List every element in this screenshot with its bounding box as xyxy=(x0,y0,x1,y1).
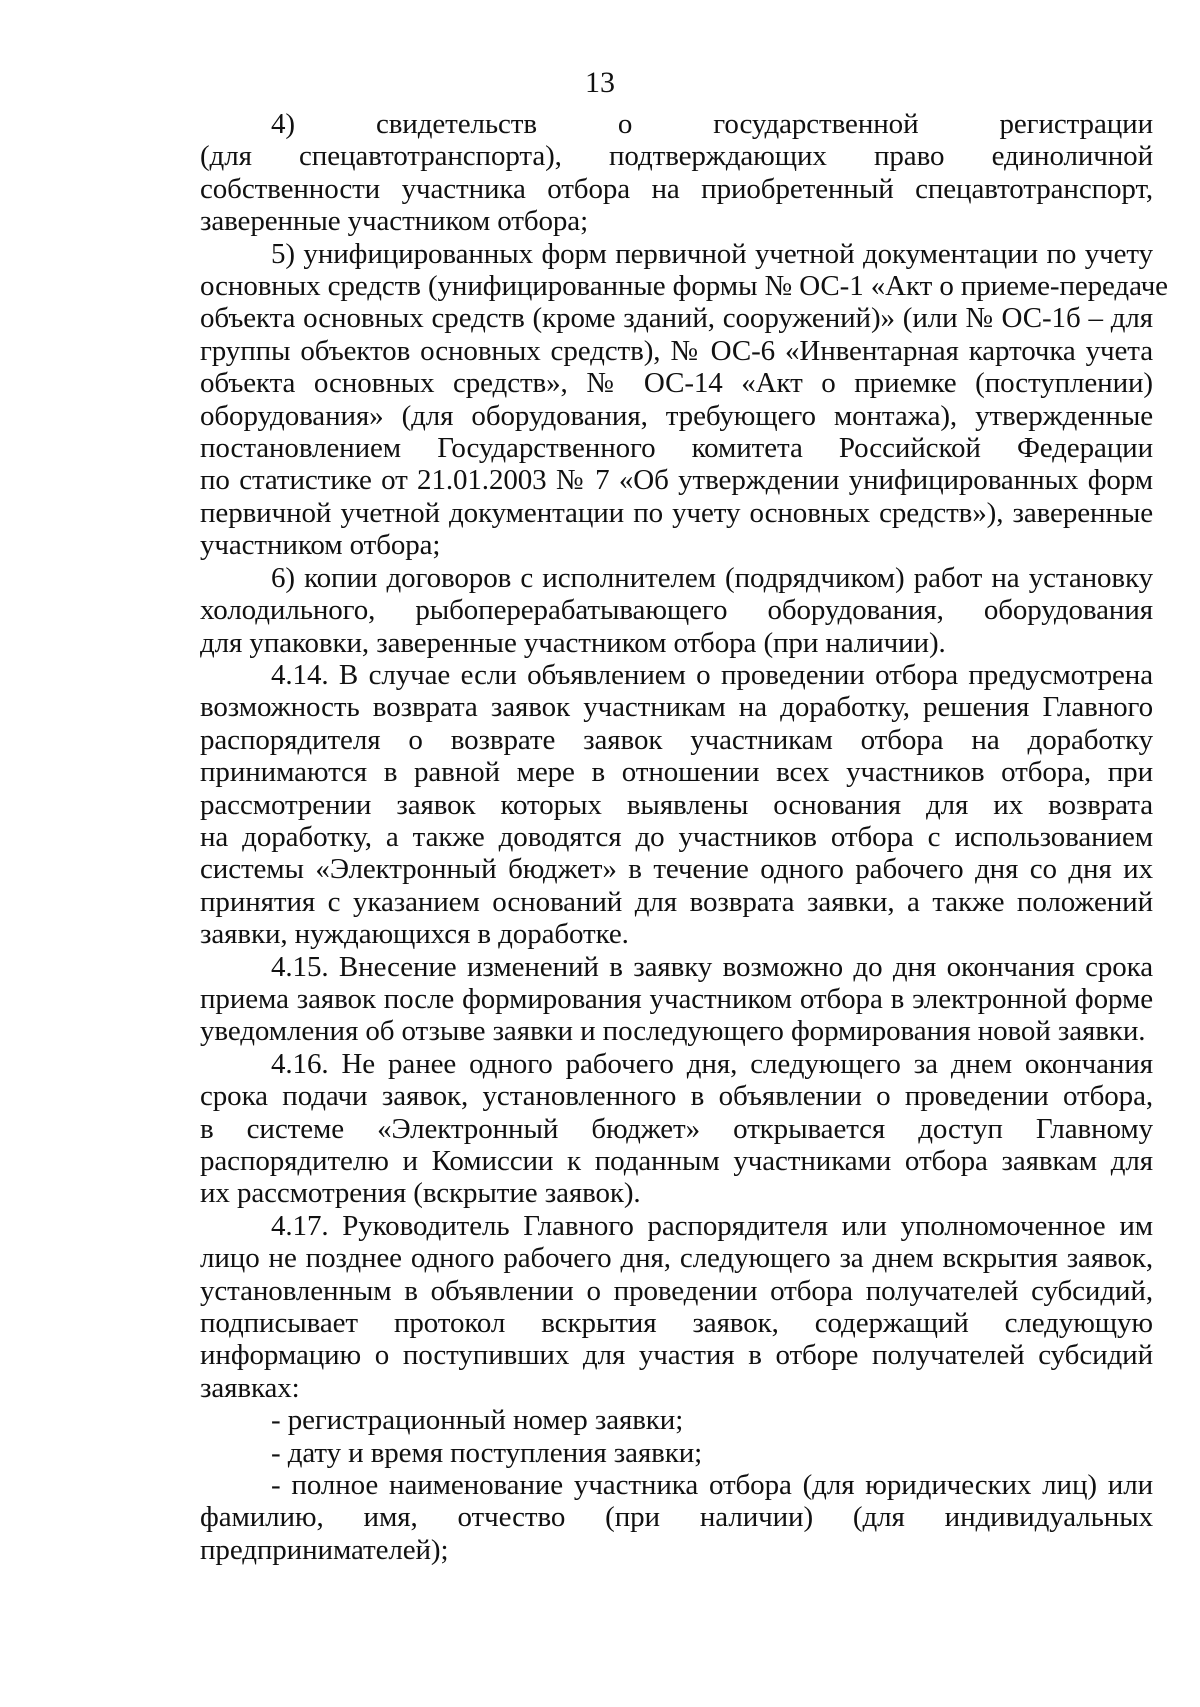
paragraph-p-item-3 xyxy=(200,1469,1153,1566)
text-line: - полное наименование участника отбора (для юридических лиц) или xyxy=(271,1469,1153,1502)
paragraph-p-4 xyxy=(200,108,1153,238)
text-line: - регистрационный номер заявки; xyxy=(271,1404,684,1437)
text-line: 4.16. Не ранее одного рабочего дня, следующего за днем окончания xyxy=(271,1047,1153,1080)
document-body xyxy=(200,108,1168,1566)
paragraph-p-item-2 xyxy=(200,1437,1153,1469)
text-line: принятия с указанием оснований для возврата заявки, а также положений xyxy=(200,885,1153,918)
paragraph-p-6 xyxy=(200,562,1153,659)
text-line: по статистике от 21.01.2003 № 7 «Об утверждении унифицированных форм xyxy=(200,464,1153,497)
page-number: 13 xyxy=(585,66,615,99)
text-line: 4.15. Внесение изменений в заявку возможно до дня окончания срока xyxy=(271,950,1153,983)
text-line: оборудования» (для оборудования, требующего монтажа), утвержденные xyxy=(200,399,1153,432)
text-line: 4.17. Руководитель Главного распорядителя или уполномоченное им xyxy=(271,1209,1153,1242)
text-line: объекта основных средств», № ОС-14 «Акт о приемке (поступлении) xyxy=(200,367,1153,400)
text-line: рассмотрении заявок которых выявлены основания для их возврата xyxy=(200,788,1153,821)
text-line: на доработку, а также доводятся до участников отбора с использованием xyxy=(200,820,1153,853)
text-line: уведомления об отзыве заявки и последующего формирования новой заявки. xyxy=(200,1015,1146,1048)
text-line: в системе «Электронный бюджет» открывается доступ Главному xyxy=(200,1112,1153,1145)
text-line: основных средств (унифицированные формы № ОС-1 «Акт о приеме-передаче xyxy=(200,270,1168,303)
text-line: предпринимателей); xyxy=(200,1533,449,1566)
text-line: распорядителю и Комиссии к поданным участниками отбора заявкам для xyxy=(200,1145,1153,1177)
text-line: заявки, нуждающихся в доработке. xyxy=(200,918,629,951)
text-line: принимаются в равной мере в отношении всех участников отбора, при xyxy=(200,756,1153,789)
paragraph-p-5 xyxy=(200,237,1168,562)
text-line: для упаковки, заверенные участником отбора (при наличии). xyxy=(200,626,946,659)
text-line: первичной учетной документации по учету основных средств»), заверенные xyxy=(200,496,1153,529)
text-line: (для спецавтотранспорта), подтверждающих право единоличной xyxy=(200,140,1153,173)
text-line: 4.14. В случае если объявлением о проведении отбора предусмотрена xyxy=(271,658,1153,691)
text-line: установленным в объявлении о проведении отбора получателей субсидий, xyxy=(200,1274,1153,1307)
text-line: 5) унифицированных форм первичной учетной документации по учету xyxy=(271,237,1153,270)
text-line: заявках: xyxy=(200,1371,300,1404)
paragraph-p-4-14 xyxy=(200,659,1153,951)
text-line: подписывает протокол вскрытия заявок, содержащий следующую xyxy=(200,1307,1153,1340)
text-line: 4) свидетельств о государственной регистрации xyxy=(271,108,1153,140)
text-line: фамилию, имя, отчество (при наличии) (для индивидуальных xyxy=(200,1501,1153,1534)
text-line: распорядителя о возврате заявок участникам отбора на доработку xyxy=(200,723,1153,756)
text-line: 6) копии договоров с исполнителем (подрядчиком) работ на установку xyxy=(271,561,1153,594)
text-line: - дату и время поступления заявки; xyxy=(271,1436,703,1469)
text-line: объекта основных средств (кроме зданий, сооружений)» (или № ОС-1б – для xyxy=(200,302,1153,335)
text-line: холодильного, рыбоперерабатывающего оборудования, оборудования xyxy=(200,594,1153,627)
text-line: группы объектов основных средств), № ОС-6 «Инвентарная карточка учета xyxy=(200,334,1153,367)
text-line: информацию о поступивших для участия в отборе получателей субсидий xyxy=(200,1339,1153,1372)
text-line: лицо не позднее одного рабочего дня, следующего за днем вскрытия заявок, xyxy=(200,1242,1153,1275)
text-line: их рассмотрения (вскрытие заявок). xyxy=(200,1177,641,1210)
text-line: собственности участника отбора на приобретенный спецавтотранспорт, xyxy=(200,172,1153,205)
paragraph-p-4-16 xyxy=(200,1048,1153,1210)
text-line: заверенные участником отбора; xyxy=(200,205,589,238)
text-line: постановлением Государственного комитета Российской Федерации xyxy=(200,432,1153,465)
text-line: участником отбора; xyxy=(200,529,441,562)
paragraph-p-4-15 xyxy=(200,951,1153,1048)
text-line: срока подачи заявок, установленного в объявлении о проведении отбора, xyxy=(200,1080,1153,1113)
text-line: системы «Электронный бюджет» в течение одного рабочего дня со дня их xyxy=(200,853,1153,886)
paragraph-p-item-1 xyxy=(200,1404,1153,1436)
text-line: приема заявок после формирования участником отбора в электронной форме xyxy=(200,982,1153,1015)
text-line: возможность возврата заявок участникам на доработку, решения Главного xyxy=(200,691,1153,724)
paragraph-p-4-17 xyxy=(200,1210,1153,1404)
